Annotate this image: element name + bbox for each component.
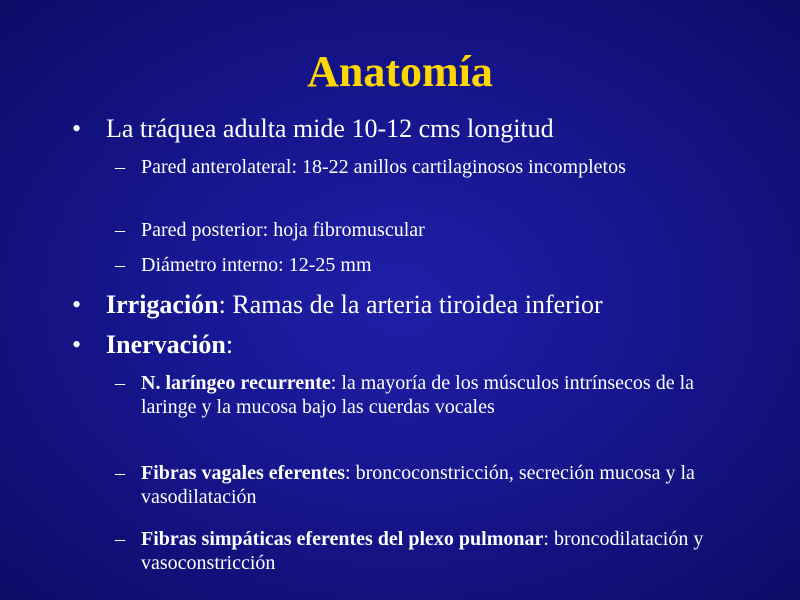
- dash-icon: –: [115, 219, 125, 241]
- bullet-bold-text: Inervación: [106, 330, 226, 359]
- sub-bullet-text: : broncoconstricción, secreción mucosa y la vasodilatación: [141, 462, 695, 508]
- dash-icon: –: [115, 372, 125, 394]
- sub-bullet-item: [115, 155, 741, 179]
- sub-bullet-bold-text: Fibras simpáticas eferentes del plexo pulmonar: [141, 528, 544, 550]
- sub-bullet-text: : la mayoría de los músculos intrínsecos de la laringe y la mucosa bajo las cuerdas vocales: [141, 372, 695, 418]
- sub-bullet-text: Diámetro interno: 12-25 mm: [141, 254, 372, 276]
- sub-bullet-text: Pared posterior: hoja fibromuscular: [141, 219, 425, 241]
- bullet-bold-text: Irrigación: [106, 290, 219, 319]
- bullet-icon: •: [72, 290, 82, 319]
- sub-bullet-item: [115, 461, 741, 509]
- bullet-text: La tráquea adulta mide 10-12 cms longitud: [106, 114, 554, 143]
- bullet-item: [72, 290, 766, 320]
- sub-bullet-item: [115, 253, 741, 277]
- dash-icon: –: [115, 462, 125, 484]
- sub-bullet-item: [115, 218, 741, 242]
- sub-bullet-bold-text: Fibras vagales eferentes: [141, 462, 346, 484]
- bullet-text: : Ramas de la arteria tiroidea inferior: [218, 290, 603, 319]
- slide-title: Anatomía: [307, 47, 493, 96]
- bullet-icon: •: [72, 114, 82, 143]
- bullet-icon: •: [72, 330, 82, 359]
- sub-bullet-text: Pared anterolateral: 18-22 anillos cartilaginosos incompletos: [141, 156, 626, 178]
- sub-bullet-item: [115, 371, 741, 419]
- bullet-item: [72, 330, 766, 360]
- bullet-item: [72, 114, 766, 144]
- dash-icon: –: [115, 156, 125, 178]
- dash-icon: –: [115, 254, 125, 276]
- bullet-text: :: [225, 330, 234, 359]
- sub-bullet-item: [115, 527, 741, 575]
- sub-bullet-text: : broncodilatación y vasoconstricción: [141, 528, 704, 574]
- sub-bullet-bold-text: N. laríngeo recurrente: [141, 372, 331, 394]
- dash-icon: –: [115, 528, 125, 550]
